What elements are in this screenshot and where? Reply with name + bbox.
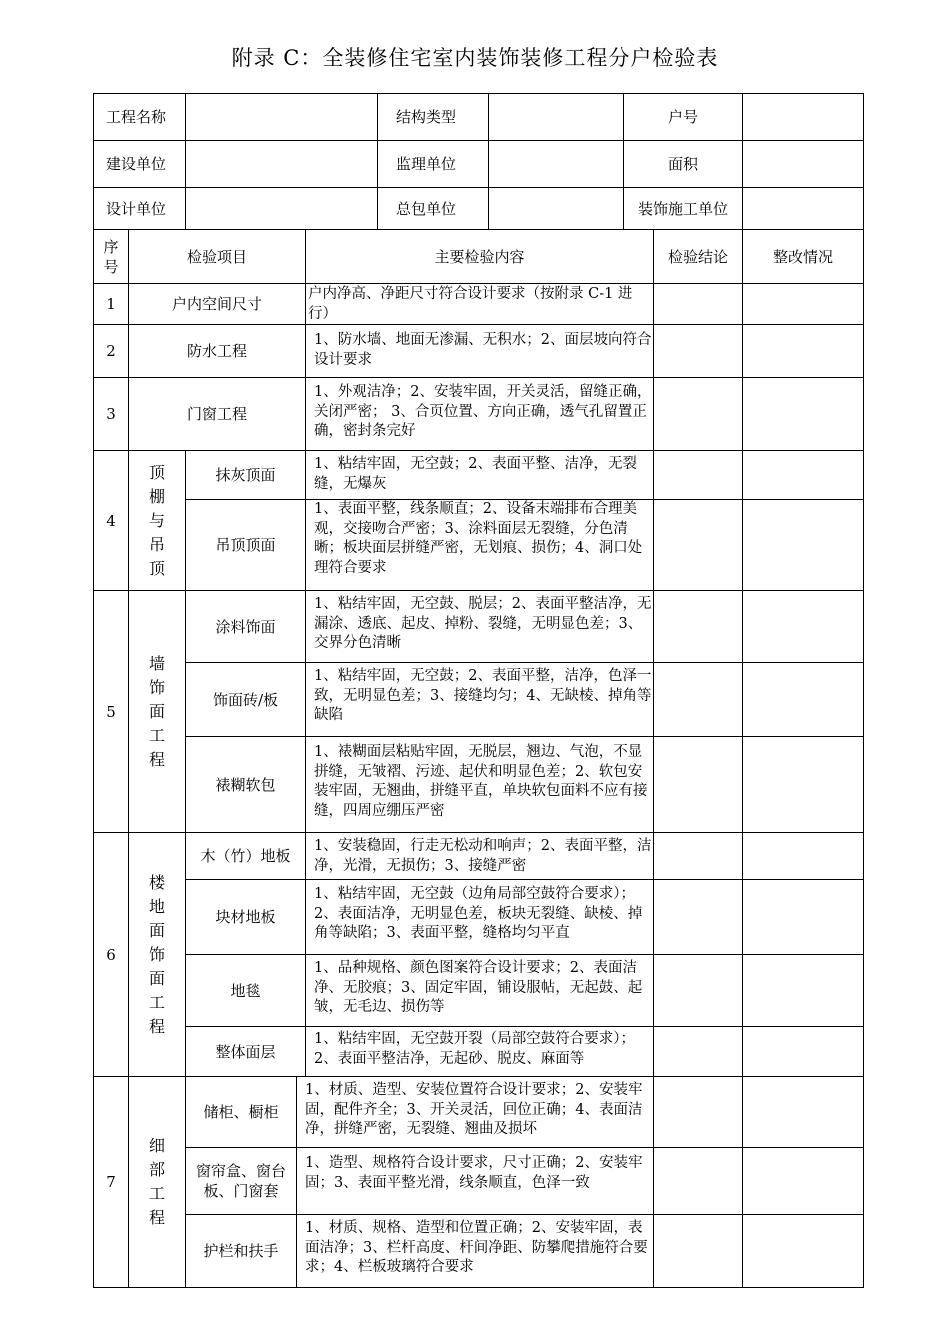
column-header-result: 检验结论 xyxy=(653,229,743,284)
sub-item: 地毯 xyxy=(185,954,306,1027)
sub-item: 涂料饰面 xyxy=(185,590,306,663)
result-cell[interactable] xyxy=(653,1026,743,1077)
group-label-char: 工 xyxy=(148,725,165,745)
row-content: 1、外观洁净；2、安装牢固，开关灵活，留缝正确，关闭严密； 3、合页位置、方向正确，透气孔留置正确，密封条完好 xyxy=(305,377,654,451)
rectify-cell[interactable] xyxy=(742,324,864,378)
group-label-char: 工 xyxy=(148,1184,165,1203)
group-label-char: 饰 xyxy=(148,944,165,964)
general-contractor-value[interactable] xyxy=(488,187,624,230)
group-label-char: 程 xyxy=(148,1208,165,1227)
result-cell[interactable] xyxy=(653,662,743,737)
sub-content: 1、品种规格、颜色图案符合设计要求；2、表面洁净、无胶痕；3、固定牢固，铺设服帖，无起鼓、起皱，无毛边、损伤等 xyxy=(305,954,654,1027)
column-header-seq-a: 序 xyxy=(103,237,119,256)
sub-content: 1、材质、规格、造型和位置正确；2、安装牢固，表面洁净；3、栏杆高度、杆间净距、防攀爬措施符合要求；4、栏板玻璃符合要求 xyxy=(296,1214,654,1288)
group-seq: 6 xyxy=(93,832,129,1077)
group-label-char: 墙 xyxy=(148,653,165,673)
sub-item: 储柜、橱柜 xyxy=(185,1076,297,1148)
rectify-cell[interactable] xyxy=(742,832,864,880)
sub-item: 块材地板 xyxy=(185,879,306,955)
designer-value[interactable] xyxy=(185,187,378,230)
rectify-cell[interactable] xyxy=(742,879,864,955)
sub-item: 护栏和扶手 xyxy=(185,1214,297,1288)
row-content: 1、防水墙、地面无渗漏、无积水；2、面层坡向符合设计要求 xyxy=(305,324,654,378)
group-label-char: 吊 xyxy=(148,534,165,554)
sub-item: 裱糊软包 xyxy=(185,736,306,833)
result-cell[interactable] xyxy=(653,590,743,663)
sub-content: 1、表面平整，线条顺直；2、设备末端排布合理美观，交接吻合严密；3、涂料面层无裂缝，分色清晰；板块面层拼缝严密，无划痕、损伤；4、洞口处理符合要求 xyxy=(305,499,654,591)
unit-no-label: 户号 xyxy=(623,93,743,141)
result-cell[interactable] xyxy=(653,954,743,1027)
column-header-seq xyxy=(93,229,129,284)
result-cell[interactable] xyxy=(653,1214,743,1288)
row-seq: 1 xyxy=(93,283,129,325)
column-header-content: 主要检验内容 xyxy=(305,229,654,284)
sub-content: 1、裱糊面层粘贴牢固，无脱层，翘边、气泡，不显拼缝，无皱褶、污迹、起伏和明显色差；2、软包安装牢固，无翘曲，拼缝平直，单块软包面料不应有接缝，四周应绷压严密 xyxy=(305,736,654,833)
group-label-char: 棚 xyxy=(148,486,165,506)
rectify-cell[interactable] xyxy=(742,1076,864,1148)
rectify-cell[interactable] xyxy=(742,1026,864,1077)
group-label-char: 饰 xyxy=(148,677,165,697)
rectify-cell[interactable] xyxy=(742,1214,864,1288)
column-header-item: 检验项目 xyxy=(128,229,306,284)
result-cell[interactable] xyxy=(653,1147,743,1215)
group-label-char: 顶 xyxy=(148,462,165,482)
group-label-char: 部 xyxy=(148,1160,165,1179)
supervisor-label: 监理单位 xyxy=(377,140,489,188)
rectify-cell[interactable] xyxy=(742,590,864,663)
rectify-cell[interactable] xyxy=(742,283,864,325)
result-cell[interactable] xyxy=(653,879,743,955)
group-label-char: 面 xyxy=(148,701,165,721)
group-label-char: 面 xyxy=(148,968,165,988)
decoration-contractor-value[interactable] xyxy=(742,187,864,230)
sub-item: 吊顶顶面 xyxy=(185,499,306,591)
builder-value[interactable] xyxy=(185,140,378,188)
sub-item: 木（竹）地板 xyxy=(185,832,306,880)
rectify-cell[interactable] xyxy=(742,377,864,451)
group-label xyxy=(128,450,186,591)
rectify-cell[interactable] xyxy=(742,662,864,737)
group-seq: 7 xyxy=(93,1076,129,1288)
group-label-char: 顶 xyxy=(148,558,165,578)
group-label-char: 程 xyxy=(148,749,165,769)
row-item: 户内空间尺寸 xyxy=(128,283,306,325)
sub-content: 1、粘结牢固，无空鼓（边角局部空鼓符合要求）；2、表面洁净，无明显色差，板块无裂缝、缺棱、掉角等缺陷；3、表面平整，缝格均匀平直 xyxy=(305,879,654,955)
rectify-cell[interactable] xyxy=(742,1147,864,1215)
group-seq: 5 xyxy=(93,590,129,833)
result-cell[interactable] xyxy=(653,283,743,325)
group-label xyxy=(128,590,186,833)
sub-item: 窗帘盒、窗台板、门窗套 xyxy=(185,1147,297,1215)
sub-content: 1、安装稳固，行走无松动和响声；2、表面平整，洁净，光滑，无损伤；3、接缝严密 xyxy=(305,832,654,880)
rectify-cell[interactable] xyxy=(742,736,864,833)
area-label: 面积 xyxy=(623,140,743,188)
result-cell[interactable] xyxy=(653,1076,743,1148)
result-cell[interactable] xyxy=(653,736,743,833)
row-content: 户内净高、净距尺寸符合设计要求（按附录 C-1 进行） xyxy=(305,283,654,325)
column-header-seq-b: 号 xyxy=(103,257,119,276)
result-cell[interactable] xyxy=(653,377,743,451)
sub-item: 抹灰顶面 xyxy=(185,450,306,500)
project-name-value[interactable] xyxy=(185,93,378,141)
sub-content: 1、造型、规格符合设计要求，尺寸正确；2、安装牢固；3、表面平整光滑，线条顺直，色泽一致 xyxy=(296,1147,654,1215)
group-label xyxy=(128,1076,186,1288)
sub-item: 饰面砖/板 xyxy=(185,662,306,737)
result-cell[interactable] xyxy=(653,450,743,500)
supervisor-value[interactable] xyxy=(488,140,624,188)
result-cell[interactable] xyxy=(653,832,743,880)
row-seq: 2 xyxy=(93,324,129,378)
project-name-label: 工程名称 xyxy=(93,93,186,141)
rectify-cell[interactable] xyxy=(742,499,864,591)
builder-label: 建设单位 xyxy=(93,140,186,188)
group-label-char: 工 xyxy=(148,992,165,1012)
result-cell[interactable] xyxy=(653,324,743,378)
sub-content: 1、粘结牢固，无空鼓；2、表面平整，洁净，色泽一致，无明显色差；3、接缝均匀；4、无缺棱、掉角等缺陷 xyxy=(305,662,654,737)
sub-content: 1、粘结牢固，无空鼓、脱层；2、表面平整洁净，无漏涂、透底、起皮、掉粉、裂缝，无明显色差；3、交界分色清晰 xyxy=(305,590,654,663)
rectify-cell[interactable] xyxy=(742,450,864,500)
row-item: 门窗工程 xyxy=(128,377,306,451)
group-seq: 4 xyxy=(93,450,129,591)
general-contractor-label: 总包单位 xyxy=(377,187,489,230)
sub-content: 1、粘结牢固，无空鼓；2、表面平整、洁净，无裂缝，无爆灰 xyxy=(305,450,654,500)
group-label-char: 地 xyxy=(148,896,165,916)
unit-no-value[interactable] xyxy=(742,93,864,141)
sub-item: 整体面层 xyxy=(185,1026,306,1077)
group-label-char: 与 xyxy=(148,510,165,530)
row-seq: 3 xyxy=(93,377,129,451)
sub-content: 1、粘结牢固，无空鼓开裂（局部空鼓符合要求）；2、表面平整洁净，无起砂、脱皮、麻面等 xyxy=(305,1026,654,1077)
sub-content: 1、材质、造型、安装位置符合设计要求；2、安装牢固，配件齐全；3、开关灵活，回位正确；4、表面洁净，拼缝严密，无裂缝、翘曲及损坏 xyxy=(296,1076,654,1148)
group-label-char: 细 xyxy=(148,1136,165,1155)
designer-label: 设计单位 xyxy=(93,187,186,230)
rectify-cell[interactable] xyxy=(742,954,864,1027)
structure-type-value[interactable] xyxy=(488,93,624,141)
group-label xyxy=(128,832,186,1077)
row-item: 防水工程 xyxy=(128,324,306,378)
column-header-rectify: 整改情况 xyxy=(742,229,864,284)
decoration-contractor-label: 装饰施工单位 xyxy=(623,187,743,230)
group-label-char: 楼 xyxy=(148,872,165,892)
result-cell[interactable] xyxy=(653,499,743,591)
page-title: 附录 C：全装修住宅室内装饰装修工程分户检验表 xyxy=(231,46,719,70)
group-label-char: 面 xyxy=(148,920,165,940)
group-label-char: 程 xyxy=(148,1016,165,1036)
structure-type-label: 结构类型 xyxy=(377,93,489,141)
area-value[interactable] xyxy=(742,140,864,188)
